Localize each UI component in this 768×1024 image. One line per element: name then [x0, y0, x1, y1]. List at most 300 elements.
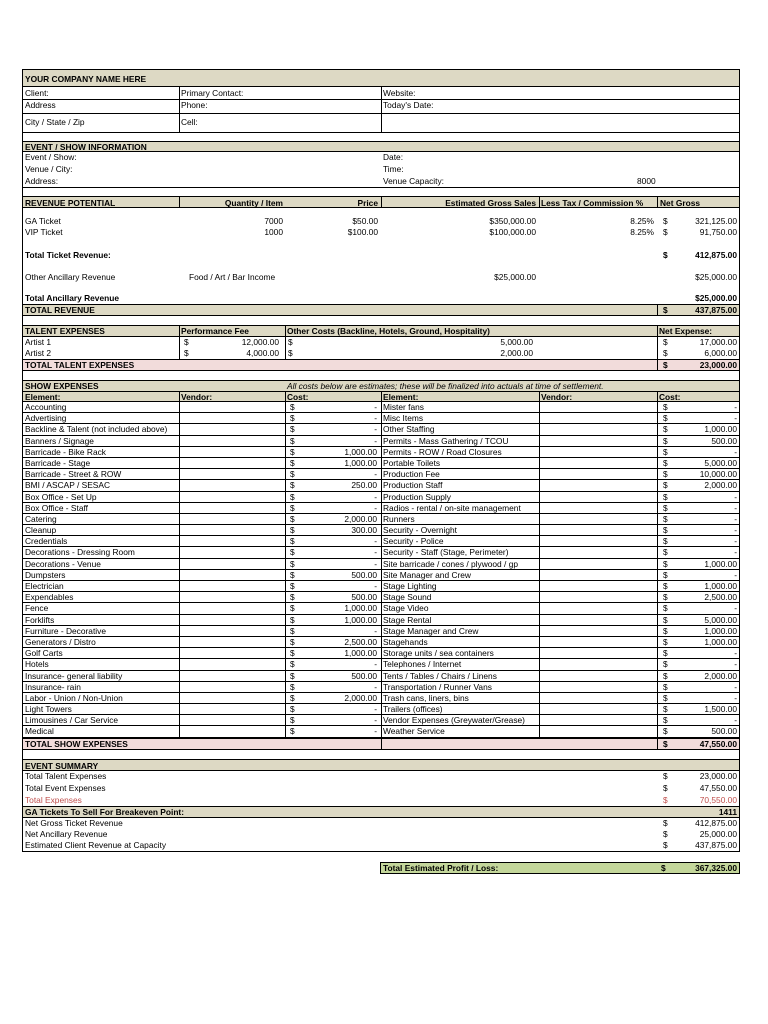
expense-row — [22, 592, 740, 603]
client-info — [22, 87, 740, 133]
ticket-net: 91,750.00 — [699, 227, 737, 237]
summary-total-currency: $ — [663, 794, 668, 805]
ticket-row — [22, 227, 740, 238]
expense-cost-left: - — [374, 402, 377, 412]
expense-cost-left: 500.00 — [351, 569, 377, 580]
expense-element-right: Runners — [383, 513, 415, 524]
expense-cost-right: - — [734, 446, 737, 457]
expense-cost-right: - — [734, 603, 737, 614]
expense-cost-right: - — [734, 569, 737, 580]
expense-cost-right: - — [734, 681, 737, 692]
expense-currency-right: $ — [663, 603, 668, 614]
expense-element-left: Dumpsters — [25, 569, 66, 580]
expense-cost-right: 1,000.00 — [704, 581, 737, 591]
expense-element-right: Mister fans — [383, 402, 424, 412]
net-ancillary-value: 25,000.00 — [699, 828, 737, 839]
event-address-label: Address: — [25, 176, 59, 186]
client-revenue-value: 437,875.00 — [695, 839, 737, 850]
net-ticket-currency: $ — [663, 817, 668, 828]
website-label: Website: — [383, 88, 416, 98]
element-header-right: Element: — [383, 392, 419, 402]
venue-capacity-value: 8000 — [637, 176, 656, 186]
expense-element-left: Expendables — [25, 592, 74, 603]
expense-cost-left: - — [374, 424, 377, 435]
expense-cost-right: - — [734, 536, 737, 547]
expense-element-right: Telephones / Internet — [383, 659, 462, 670]
event-info-header — [22, 141, 740, 152]
expense-element-left: Decorations - Dressing Room — [25, 547, 135, 558]
expense-cost-left: - — [374, 704, 377, 715]
expense-cost-right: 1,500.00 — [704, 704, 737, 715]
expense-element-left: Accounting — [25, 402, 67, 412]
expense-cost-right: 1,000.00 — [704, 558, 737, 569]
expense-currency-right: $ — [663, 502, 668, 513]
expense-cost-left: 300.00 — [351, 525, 377, 536]
expense-row — [22, 503, 740, 514]
expense-element-left: Generators / Distro — [25, 636, 96, 647]
expense-currency-left: $ — [290, 446, 295, 457]
client-revenue-currency: $ — [663, 839, 668, 850]
expense-currency-left: $ — [290, 491, 295, 502]
event-info-title: EVENT / SHOW INFORMATION — [25, 142, 147, 152]
expense-element-right: Stage Manager and Crew — [383, 625, 479, 636]
expense-currency-left: $ — [290, 469, 295, 480]
expense-element-left: Furniture - Decorative — [25, 625, 106, 636]
expense-element-left: Barricade - Bike Rack — [25, 446, 106, 457]
primary-contact-label: Primary Contact: — [181, 88, 244, 98]
expense-currency-left: $ — [290, 457, 295, 468]
expense-currency-left: $ — [290, 715, 295, 726]
expense-currency-left: $ — [290, 603, 295, 614]
event-summary-title: EVENT SUMMARY — [25, 760, 99, 771]
expense-cost-right: - — [734, 413, 737, 424]
budget-sheet — [22, 69, 740, 874]
artist-fee: 4,000.00 — [246, 348, 279, 358]
expense-row — [22, 704, 740, 715]
ticket-name: VIP Ticket — [25, 227, 63, 237]
expense-currency-right: $ — [663, 413, 668, 424]
expense-element-right: Stage Lighting — [383, 581, 437, 591]
summary-total-value: 70,550.00 — [699, 794, 737, 805]
expense-cost-left: 1,000.00 — [344, 603, 377, 614]
total-revenue-value: 437,875.00 — [695, 305, 737, 315]
expense-cost-right: - — [734, 648, 737, 659]
total-ancillary-row — [22, 293, 740, 304]
performance-fee-header: Performance Fee — [181, 326, 249, 336]
artist-other: 5,000.00 — [500, 337, 533, 347]
expense-row — [22, 615, 740, 626]
expense-element-left: Banners / Signage — [25, 435, 94, 446]
profit-currency: $ — [661, 862, 666, 873]
expense-cost-right: 1,000.00 — [704, 625, 737, 636]
other-costs-header: Other Costs (Backline, Hotels, Ground, Hospitality) — [287, 326, 490, 336]
cell-label: Cell: — [181, 117, 198, 127]
expense-row — [22, 536, 740, 547]
expense-row — [22, 559, 740, 570]
expense-cost-left: - — [374, 502, 377, 513]
expense-cost-left: 1,000.00 — [344, 614, 377, 625]
profit-value: 367,325.00 — [695, 862, 737, 873]
venue-city-label: Venue / City: — [25, 164, 73, 174]
artist-name: Artist 2 — [25, 348, 52, 358]
expense-element-right: Weather Service — [383, 726, 445, 737]
expense-cost-right: 500.00 — [711, 726, 737, 737]
expense-currency-right: $ — [663, 480, 668, 491]
expense-row — [22, 682, 740, 693]
expense-element-left: Labor - Union / Non-Union — [25, 692, 123, 703]
client-revenue-row — [22, 840, 740, 852]
expense-cost-right: 1,000.00 — [704, 636, 737, 647]
expense-cost-right: - — [734, 525, 737, 536]
expense-cost-right: 2,000.00 — [704, 670, 737, 681]
expense-cost-right: - — [734, 659, 737, 670]
expense-currency-right: $ — [663, 726, 668, 737]
expense-cost-right: - — [734, 547, 737, 558]
artist-row — [22, 348, 740, 359]
total-talent-label: TOTAL TALENT EXPENSES — [25, 360, 135, 370]
expense-element-right: Permits - ROW / Road Closures — [383, 446, 502, 457]
profit-box — [380, 862, 740, 874]
artist-net-currency: $ — [663, 348, 668, 358]
expense-cost-left: 1,000.00 — [344, 446, 377, 457]
summary-talent-label: Total Talent Expenses — [25, 770, 107, 781]
expense-row — [22, 492, 740, 503]
tax-header: Less Tax / Commission % — [541, 198, 644, 208]
artist-net-currency: $ — [663, 337, 668, 347]
expense-currency-left: $ — [290, 525, 295, 536]
profit-row — [22, 862, 740, 874]
expense-element-right: Radios - rental / on-site management — [383, 502, 521, 513]
expense-element-right: Security - Overnight — [383, 525, 458, 536]
expense-cost-right: - — [734, 502, 737, 513]
ancillary-desc: Food / Art / Bar Income — [189, 272, 276, 282]
expense-element-right: Portable Toilets — [383, 457, 441, 468]
expense-element-right: Production Fee — [383, 469, 440, 480]
expense-currency-right: $ — [663, 513, 668, 524]
net-ancillary-row — [22, 829, 740, 840]
expense-currency-left: $ — [290, 569, 295, 580]
expense-cost-left: - — [374, 659, 377, 670]
ticket-tax: 8.25% — [630, 227, 654, 237]
expense-element-right: Vendor Expenses (Greywater/Grease) — [383, 715, 525, 726]
date-label: Date: — [383, 152, 404, 162]
expense-element-left: Insurance- general liability — [25, 670, 123, 681]
expense-currency-right: $ — [663, 536, 668, 547]
expense-currency-right: $ — [663, 446, 668, 457]
expense-element-left: Golf Carts — [25, 648, 63, 659]
price-header: Price — [357, 198, 378, 208]
expense-row — [22, 525, 740, 536]
expense-currency-right: $ — [663, 558, 668, 569]
expense-currency-right: $ — [663, 491, 668, 502]
phone-label: Phone: — [181, 100, 208, 110]
expense-currency-left: $ — [290, 726, 295, 737]
expense-currency-left: $ — [290, 636, 295, 647]
expense-element-right: Stagehands — [383, 636, 428, 647]
expense-element-right: Stage Sound — [383, 592, 432, 603]
total-ticket-label: Total Ticket Revenue: — [25, 250, 111, 260]
expense-element-left: BMI / ASCAP / SESAC — [25, 480, 111, 491]
vendor-header-left: Vendor: — [181, 392, 213, 402]
expense-currency-left: $ — [290, 513, 295, 524]
event-summary-header — [22, 759, 740, 771]
total-show-label: TOTAL SHOW EXPENSES — [25, 738, 128, 749]
expense-currency-right: $ — [663, 614, 668, 625]
artist-fee-currency: $ — [184, 348, 189, 358]
ancillary-row — [22, 271, 740, 283]
cost-header-left: Cost: — [287, 392, 309, 402]
expense-cost-right: 5,000.00 — [704, 614, 737, 625]
summary-event-value: 47,550.00 — [699, 782, 737, 793]
breakeven-label: GA Tickets To Sell For Breakeven Point: — [25, 806, 185, 817]
expense-cost-right: 2,500.00 — [704, 592, 737, 603]
net-ticket-value: 412,875.00 — [695, 817, 737, 828]
summary-talent-row — [22, 771, 740, 782]
expense-row — [22, 637, 740, 648]
artist-net: 17,000.00 — [699, 337, 737, 347]
event-info — [22, 152, 740, 188]
city-label: City / State / Zip — [25, 117, 85, 127]
ancillary-gross: $25,000.00 — [494, 272, 536, 282]
expense-element-left: Forklifts — [25, 614, 55, 625]
expense-row — [22, 603, 740, 614]
expense-row — [22, 581, 740, 592]
expense-element-right: Storage units / sea containers — [383, 648, 494, 659]
expense-element-right: Misc Items — [383, 413, 424, 424]
expense-element-right: Permits - Mass Gathering / TCOU — [383, 435, 509, 446]
total-talent-value: 23,000.00 — [699, 360, 737, 370]
expense-currency-left: $ — [290, 659, 295, 670]
expense-cost-left: 2,500.00 — [344, 636, 377, 647]
expense-currency-left: $ — [290, 704, 295, 715]
show-columns-header — [22, 391, 740, 402]
ticket-rows — [22, 216, 740, 238]
expense-element-left: Credentials — [25, 536, 68, 547]
total-show-value: 47,550.00 — [699, 738, 737, 749]
artist-rows — [22, 337, 740, 359]
summary-total-row — [22, 794, 740, 806]
expense-cost-left: 2,000.00 — [344, 513, 377, 524]
ticket-currency: $ — [663, 216, 668, 226]
total-revenue-currency: $ — [663, 305, 668, 315]
expense-currency-right: $ — [663, 625, 668, 636]
total-revenue-label: TOTAL REVENUE — [25, 305, 95, 315]
expense-element-left: Backline & Talent (not included above) — [25, 424, 168, 435]
net-ancillary-currency: $ — [663, 828, 668, 839]
artist-fee: 12,000.00 — [241, 337, 279, 347]
expense-currency-left: $ — [290, 502, 295, 513]
net-ticket-label: Net Gross Ticket Revenue — [25, 817, 123, 828]
summary-total-label: Total Expenses — [25, 794, 82, 805]
expense-currency-right: $ — [663, 715, 668, 726]
expense-currency-right: $ — [663, 469, 668, 480]
company-header — [22, 69, 740, 87]
artist-net: 6,000.00 — [704, 348, 737, 358]
expense-element-left: Box Office - Staff — [25, 502, 88, 513]
vendor-header-right: Vendor: — [541, 392, 573, 402]
expense-row — [22, 671, 740, 682]
expense-element-left: Barricade - Stage — [25, 457, 91, 468]
expense-element-left: Fence — [25, 603, 49, 614]
expense-currency-left: $ — [290, 435, 295, 446]
expense-currency-left: $ — [290, 692, 295, 703]
expense-row — [22, 402, 740, 413]
net-ticket-row — [22, 818, 740, 829]
expense-currency-left: $ — [290, 681, 295, 692]
talent-title: TALENT EXPENSES — [25, 326, 105, 336]
expense-row — [22, 469, 740, 480]
expense-cost-right: - — [734, 402, 737, 412]
ticket-name: GA Ticket — [25, 216, 61, 226]
expense-cost-right: - — [734, 491, 737, 502]
ticket-price: $50.00 — [352, 216, 378, 226]
expense-currency-left: $ — [290, 670, 295, 681]
expense-cost-left: 1,000.00 — [344, 648, 377, 659]
artist-other-currency: $ — [288, 337, 293, 347]
profit-label: Total Estimated Profit / Loss: — [383, 862, 499, 873]
net-expense-header: Net Expense: — [659, 326, 713, 336]
expense-element-right: Production Staff — [383, 480, 443, 491]
expense-element-right: Security - Police — [383, 536, 444, 547]
cost-header-right: Cost: — [659, 392, 681, 402]
expense-row — [22, 693, 740, 704]
expense-cost-left: 500.00 — [351, 592, 377, 603]
revenue-header — [22, 196, 740, 208]
expense-cost-left: - — [374, 715, 377, 726]
ticket-row — [22, 216, 740, 227]
expense-element-right: Site Manager and Crew — [383, 569, 471, 580]
expense-cost-left: - — [374, 581, 377, 591]
total-talent-row — [22, 359, 740, 371]
artist-row — [22, 337, 740, 348]
expense-cost-left: 1,000.00 — [344, 457, 377, 468]
expense-cost-right: 5,000.00 — [704, 457, 737, 468]
expense-currency-right: $ — [663, 636, 668, 647]
total-revenue-row — [22, 304, 740, 316]
expense-cost-left: - — [374, 726, 377, 737]
expense-row — [22, 715, 740, 726]
expense-element-left: Barricade - Street & ROW — [25, 469, 122, 480]
expense-currency-left: $ — [290, 424, 295, 435]
ticket-price: $100.00 — [347, 227, 378, 237]
expense-currency-right: $ — [663, 525, 668, 536]
expense-cost-left: - — [374, 536, 377, 547]
expense-row — [22, 648, 740, 659]
ancillary-label: Other Ancillary Revenue — [25, 272, 116, 282]
expense-cost-right: - — [734, 715, 737, 726]
expense-cost-left: - — [374, 469, 377, 480]
expense-row — [22, 514, 740, 525]
expense-element-left: Hotels — [25, 659, 49, 670]
todays-date-label: Today's Date: — [383, 100, 434, 110]
artist-fee-currency: $ — [184, 337, 189, 347]
expense-currency-left: $ — [290, 592, 295, 603]
expense-row — [22, 626, 740, 637]
expense-cost-left: - — [374, 681, 377, 692]
expense-element-left: Insurance- rain — [25, 681, 81, 692]
total-ancillary-value: $25,000.00 — [695, 293, 737, 303]
element-header-left: Element: — [25, 392, 61, 402]
expense-element-right: Tents / Tables / Chairs / Linens — [383, 670, 497, 681]
expense-row — [22, 447, 740, 458]
quantity-header: Quantity / Item — [224, 198, 283, 208]
expense-currency-left: $ — [290, 648, 295, 659]
expense-currency-left: $ — [290, 480, 295, 491]
venue-capacity-label: Venue Capacity: — [383, 176, 444, 186]
total-ancillary-label: Total Ancillary Revenue — [25, 293, 120, 303]
show-rows — [22, 402, 740, 738]
show-expenses-note: All costs below are estimates; these will be finalized into actuals at time of settlement. — [287, 381, 604, 391]
breakeven-row — [22, 806, 740, 818]
summary-event-currency: $ — [663, 782, 668, 793]
expense-currency-right: $ — [663, 670, 668, 681]
expense-element-right: Transportation / Runner Vans — [383, 681, 492, 692]
address-label: Address — [25, 100, 56, 110]
show-expenses-title: SHOW EXPENSES — [25, 381, 99, 391]
expense-cost-left: 500.00 — [351, 670, 377, 681]
expense-currency-right: $ — [663, 581, 668, 591]
expense-row — [22, 480, 740, 491]
artist-other-currency: $ — [288, 348, 293, 358]
company-name: YOUR COMPANY NAME HERE — [25, 74, 147, 84]
expense-element-right: Stage Video — [383, 603, 429, 614]
net-gross-header: Net Gross — [660, 198, 701, 208]
expense-currency-left: $ — [290, 581, 295, 591]
expense-cost-right: - — [734, 692, 737, 703]
expense-cost-left: - — [374, 435, 377, 446]
expense-cost-right: 1,000.00 — [704, 424, 737, 435]
summary-event-label: Total Event Expenses — [25, 782, 106, 793]
expense-currency-right: $ — [663, 435, 668, 446]
total-ticket-currency: $ — [663, 250, 668, 260]
artist-name: Artist 1 — [25, 337, 52, 347]
expense-element-left: Light Towers — [25, 704, 72, 715]
expense-currency-right: $ — [663, 547, 668, 558]
expense-element-right: Stage Rental — [383, 614, 432, 625]
artist-other: 2,000.00 — [500, 348, 533, 358]
summary-talent-value: 23,000.00 — [699, 770, 737, 781]
expense-currency-left: $ — [290, 402, 295, 412]
expense-currency-right: $ — [663, 659, 668, 670]
expense-currency-left: $ — [290, 614, 295, 625]
talent-header — [22, 325, 740, 337]
expense-row — [22, 458, 740, 469]
expense-cost-left: - — [374, 547, 377, 558]
expense-currency-left: $ — [290, 413, 295, 424]
expense-element-left: Decorations - Venue — [25, 558, 101, 569]
expense-row — [22, 547, 740, 558]
expense-cost-right: 500.00 — [711, 435, 737, 446]
expense-cost-left: - — [374, 413, 377, 424]
expense-element-left: Limousines / Car Service — [25, 715, 119, 726]
expense-row — [22, 436, 740, 447]
expense-cost-right: 10,000.00 — [699, 469, 737, 480]
expense-currency-left: $ — [290, 547, 295, 558]
ticket-quantity: 7000 — [264, 216, 283, 226]
ticket-quantity: 1000 — [264, 227, 283, 237]
expense-row — [22, 659, 740, 670]
expense-element-right: Security - Staff (Stage, Perimeter) — [383, 547, 509, 558]
expense-cost-right: - — [734, 513, 737, 524]
expense-currency-left: $ — [290, 625, 295, 636]
expense-currency-right: $ — [663, 648, 668, 659]
expense-row — [22, 726, 740, 737]
expense-element-right: Trash cans, liners, bins — [383, 692, 469, 703]
expense-currency-right: $ — [663, 457, 668, 468]
total-ticket-revenue-row — [22, 249, 740, 261]
expense-currency-right: $ — [663, 402, 668, 412]
time-label: Time: — [383, 164, 404, 174]
